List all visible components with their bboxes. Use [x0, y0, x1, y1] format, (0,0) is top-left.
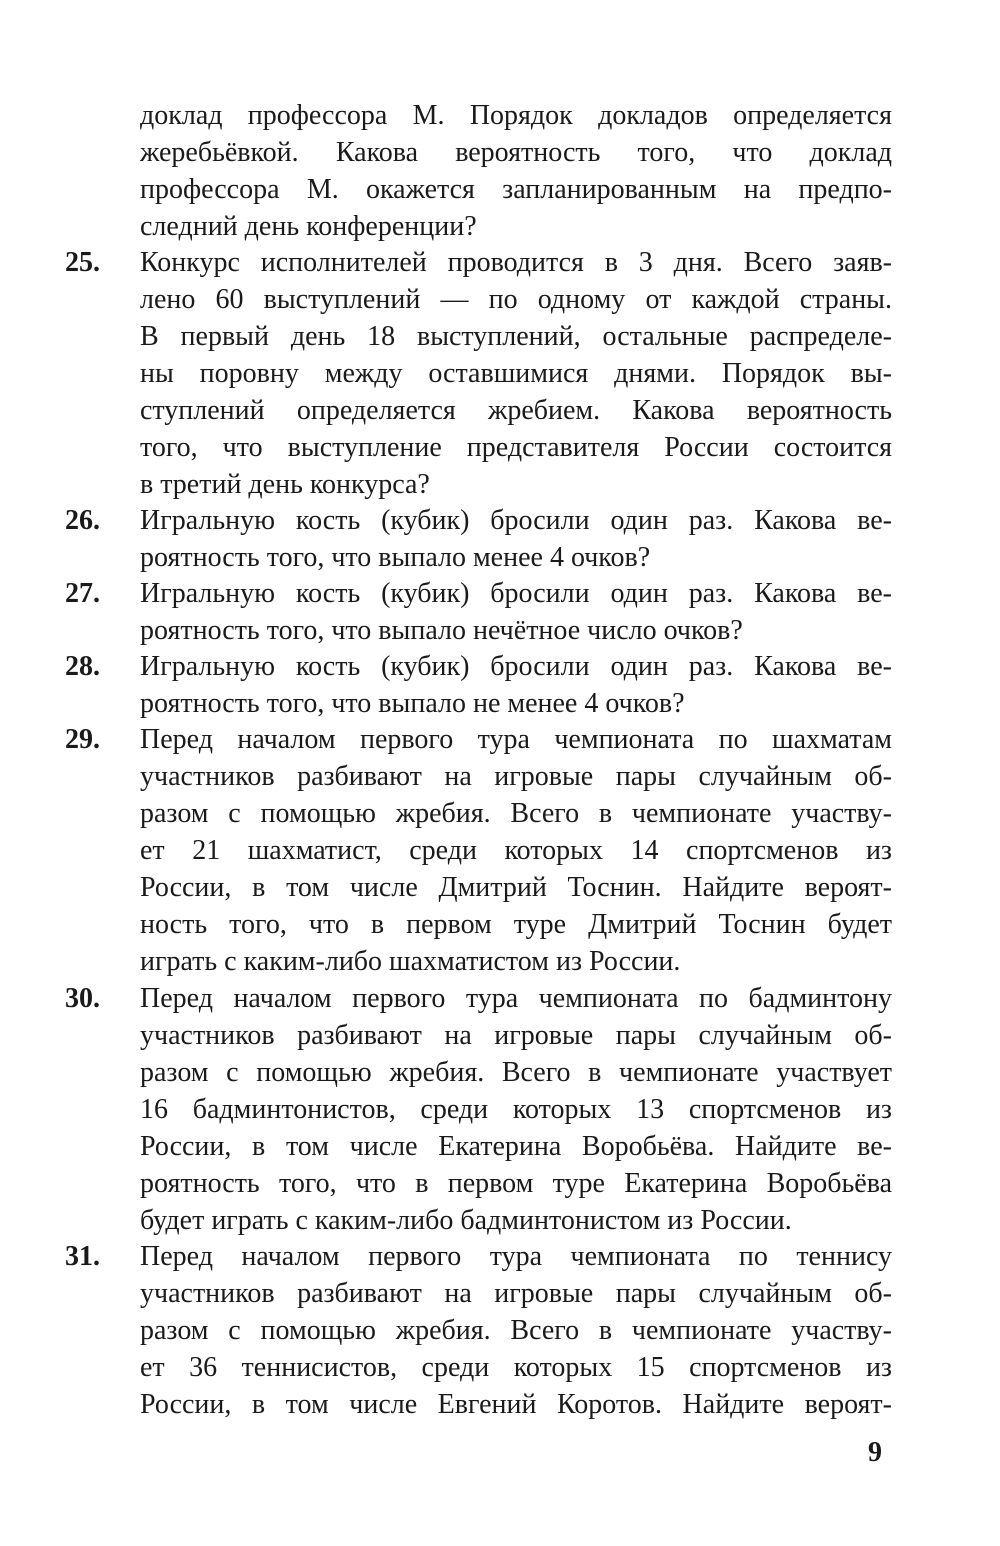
problem-number: 25.: [65, 247, 100, 278]
problem-line: роятность того, что в первом туре Екатерина Воробьёва: [140, 1168, 892, 1199]
problem-number: 26.: [65, 505, 100, 536]
problem-line: Перед началом первого тура чемпионата по теннису: [140, 1241, 892, 1272]
problem-line: ность того, что в первом туре Дмитрий Тоснин будет: [140, 909, 892, 940]
problem-line: роятность того, что выпало менее 4 очков?: [140, 542, 651, 573]
problem-line: В первый день 18 выступлений, остальные распределе-: [140, 321, 892, 352]
problem-line: разом с помощью жребия. Всего в чемпионате участву-: [140, 798, 892, 829]
problem-line: роятность того, что выпало нечётное число очков?: [140, 615, 743, 646]
problem-line: Конкурс исполнителей проводится в 3 дня. Всего заяв-: [140, 247, 892, 278]
problem-line: Игральную кость (кубик) бросили один раз. Какова ве-: [140, 651, 892, 682]
problem-line: лено 60 выступлений — по одному от каждой страны.: [140, 284, 892, 315]
problem-line: ет 36 теннисистов, среди которых 15 спортсменов из: [140, 1352, 892, 1383]
problem-number: 27.: [65, 578, 100, 609]
continuation-line: следний день конференции?: [140, 211, 477, 242]
problem-line: России, в том числе Дмитрий Тоснин. Найдите вероят-: [140, 872, 892, 903]
problem-number: 28.: [65, 651, 100, 682]
problem-line: участников разбивают на игровые пары случайным об-: [140, 1020, 892, 1051]
problem-line: того, что выступление представителя России состоится: [140, 432, 892, 463]
continuation-line: жеребьёвкой. Какова вероятность того, что доклад: [140, 137, 892, 168]
problem-line: роятность того, что выпало не менее 4 очков?: [140, 688, 685, 719]
problem-line: Перед началом первого тура чемпионата по шахматам: [140, 724, 892, 755]
problem-line: участников разбивают на игровые пары случайным об-: [140, 761, 892, 792]
problem-line: Перед началом первого тура чемпионата по бадминтону: [140, 983, 892, 1014]
problem-line: в третий день конкурса?: [140, 469, 430, 500]
problem-line: разом с помощью жребия. Всего в чемпионате участвует: [140, 1057, 892, 1088]
problem-line: участников разбивают на игровые пары случайным об-: [140, 1278, 892, 1309]
page-number: 9: [868, 1437, 882, 1468]
problem-line: ступлений определяется жребием. Какова вероятность: [140, 395, 892, 426]
problem-line: ет 21 шахматист, среди которых 14 спортсменов из: [140, 835, 892, 866]
problem-line: играть с каким-либо шахматистом из России.: [140, 946, 681, 977]
problem-line: России, в том числе Евгений Коротов. Найдите вероят-: [140, 1389, 892, 1420]
problem-line: будет играть с каким-либо бадминтонистом из России.: [140, 1205, 792, 1236]
problem-number: 29.: [65, 724, 100, 755]
continuation-line: профессора М. окажется запланированным на предпо-: [140, 174, 892, 205]
problem-line: ны поровну между оставшимися днями. Порядок вы-: [140, 358, 892, 389]
continuation-line: доклад профессора М. Порядок докладов определяется: [140, 100, 892, 131]
problem-number: 31.: [65, 1241, 100, 1272]
problem-line: Игральную кость (кубик) бросили один раз. Какова ве-: [140, 505, 892, 536]
problem-number: 30.: [65, 983, 100, 1014]
problem-line: России, в том числе Екатерина Воробьёва. Найдите ве-: [140, 1131, 892, 1162]
problem-line: Игральную кость (кубик) бросили один раз. Какова ве-: [140, 578, 892, 609]
problem-line: 16 бадминтонистов, среди которых 13 спортсменов из: [140, 1094, 892, 1125]
problem-line: разом с помощью жребия. Всего в чемпионате участву-: [140, 1315, 892, 1346]
